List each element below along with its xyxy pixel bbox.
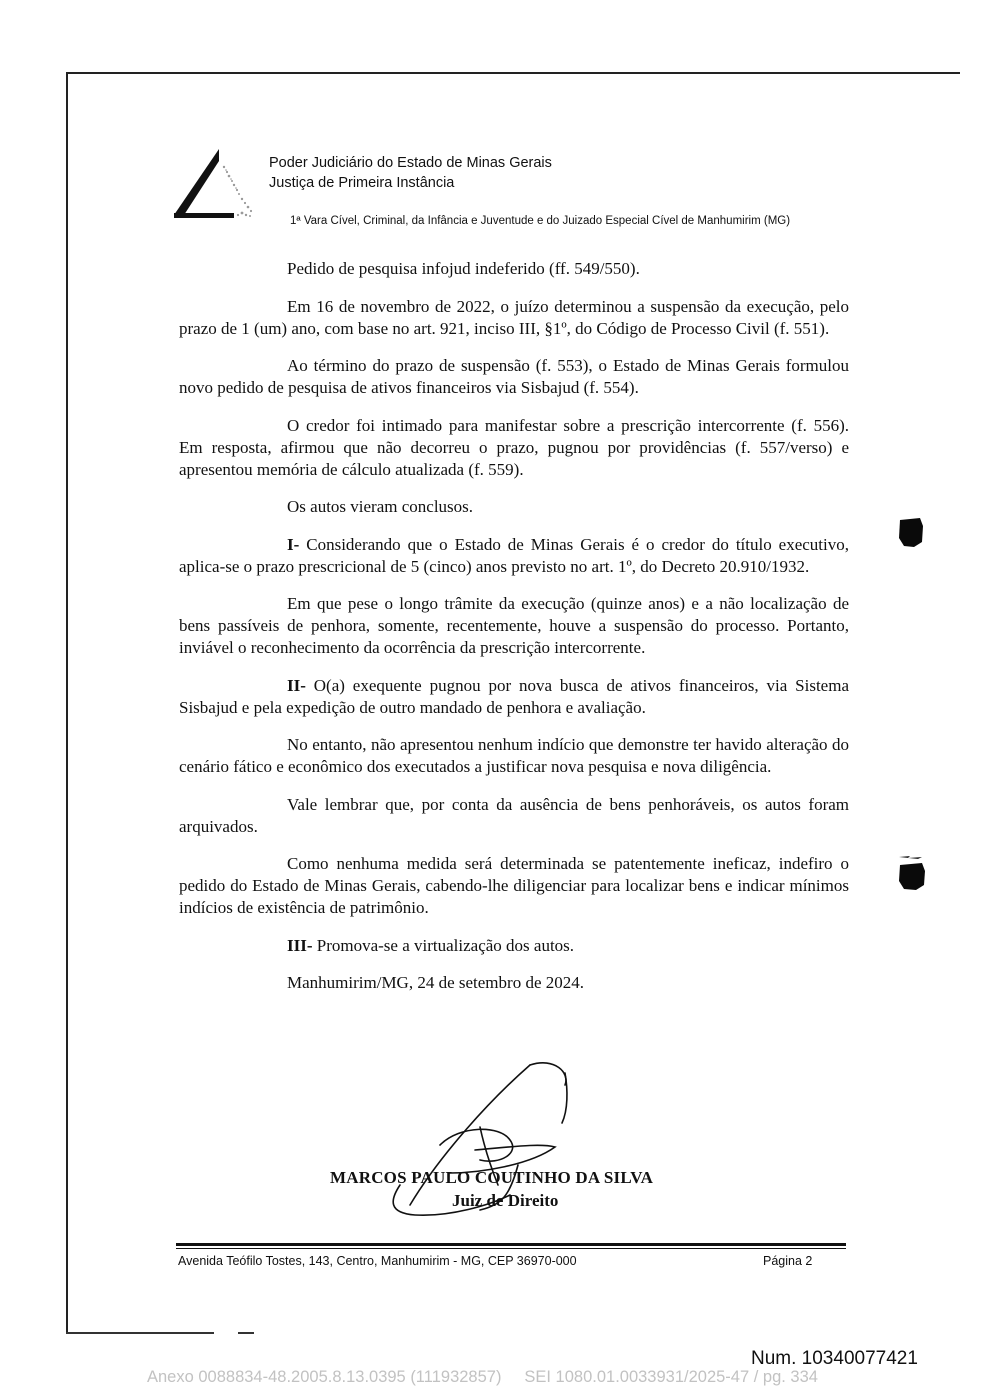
section-label: II- <box>287 675 306 695</box>
page-frame-left <box>66 72 68 1334</box>
page-frame-top <box>66 72 960 74</box>
paragraph-text: O(a) exequente pugnou por nova busca de ativos financeiros, via Sistema Sisbajud e pela expedição de outro mandado de penhora e avaliação. <box>179 675 849 717</box>
paragraph: Vale lembrar que, por conta da ausência de bens penhoráveis, os autos foram arquivados. <box>179 794 849 836</box>
paragraph: Os autos vieram conclusos. <box>287 497 474 516</box>
institution-instance: Justiça de Primeira Instância <box>269 175 455 191</box>
page-frame-bottom <box>66 1332 214 1334</box>
punch-hole-mark-icon <box>898 516 924 548</box>
paragraph-text: Promova-se a virtualização dos autos. <box>312 935 575 955</box>
footer-rule-thin <box>176 1248 846 1249</box>
punch-hole-mark-icon <box>898 855 926 891</box>
paragraph: No entanto, não apresentou nenhum indício que demonstre ter havido alteração do cenário fático e econômico dos executados a justificar nova pesquisa e nova diligência. <box>179 735 849 776</box>
paragraph: Em 16 de novembro de 2022, o juízo determinou a suspensão da execução, pelo prazo de 1 (um) ano, com base no art. 921, inciso III, §1º, do Código de Processo Civil (f. 551). <box>179 296 849 338</box>
paragraph: Pedido de pesquisa infojud indeferido (ff. 549/550). <box>287 259 640 278</box>
judge-name: MARCOS PAULO COUTINHO DA SILVA <box>330 1168 654 1187</box>
annex-watermark: Anexo 0088834-48.2005.8.13.0395 (111932857) SEI 1080.01.0033931/2025-47 / pg. 334 <box>147 1368 818 1386</box>
footer-address: Avenida Teófilo Tostes, 143, Centro, Manhumirim - MG, CEP 36970-000 <box>178 1254 577 1268</box>
institution-header <box>269 153 552 193</box>
court-name: 1ª Vara Cível, Criminal, da Infância e Juventude e do Juizado Especial Cível de Manhumirim (MG) <box>290 215 791 227</box>
section-label: III- <box>287 935 313 955</box>
institution-name: Poder Judiciário do Estado de Minas Gerais <box>269 155 552 171</box>
section-label: I- <box>287 534 300 554</box>
paragraph: Ao término do prazo de suspensão (f. 553), o Estado de Minas Gerais formulou novo pedido de pesquisa de ativos financeiros via Sisbajud (f. 554). <box>179 356 849 397</box>
paragraph: O credor foi intimado para manifestar sobre a prescrição intercorrente (f. 556). Em resposta, afirmou que não decorreu o prazo, pugnou por providências (f. 557/verso) e apresentou memória de cálculo atualizada (f. 559). <box>179 415 849 479</box>
page-frame-bottom-dash <box>238 1332 254 1334</box>
paragraph <box>179 534 849 578</box>
judge-role: Juiz de Direito <box>452 1191 559 1210</box>
paragraph <box>179 935 849 957</box>
court-logo-icon <box>172 145 264 227</box>
decision-body <box>179 258 849 1010</box>
document-number: Num. 10340077421 <box>751 1348 918 1369</box>
paragraph: Como nenhuma medida será determinada se patentemente ineficaz, indefiro o pedido do Estado de Minas Gerais, cabendo-lhe diligenciar para localizar bens e indicar mínimos indícios de existência de patrimônio. <box>179 854 849 917</box>
date-line: Manhumirim/MG, 24 de setembro de 2024. <box>287 973 584 992</box>
paragraph <box>179 675 849 719</box>
paragraph: Em que pese o longo trâmite da execução (quinze anos) e a não localização de bens passíveis de penhora, somente, recentemente, houve a suspensão do processo. Portanto, inviável o reconhecimento da ocorrência da prescrição intercorrente. <box>179 594 849 657</box>
paragraph-text: Considerando que o Estado de Minas Gerais é o credor do título executivo, aplica-se o prazo prescricional de 5 (cinco) anos previsto no art. 1º, do Decreto 20.910/1932. <box>179 534 849 576</box>
footer-rule <box>176 1243 846 1246</box>
page-number: Página 2 <box>763 1254 813 1268</box>
